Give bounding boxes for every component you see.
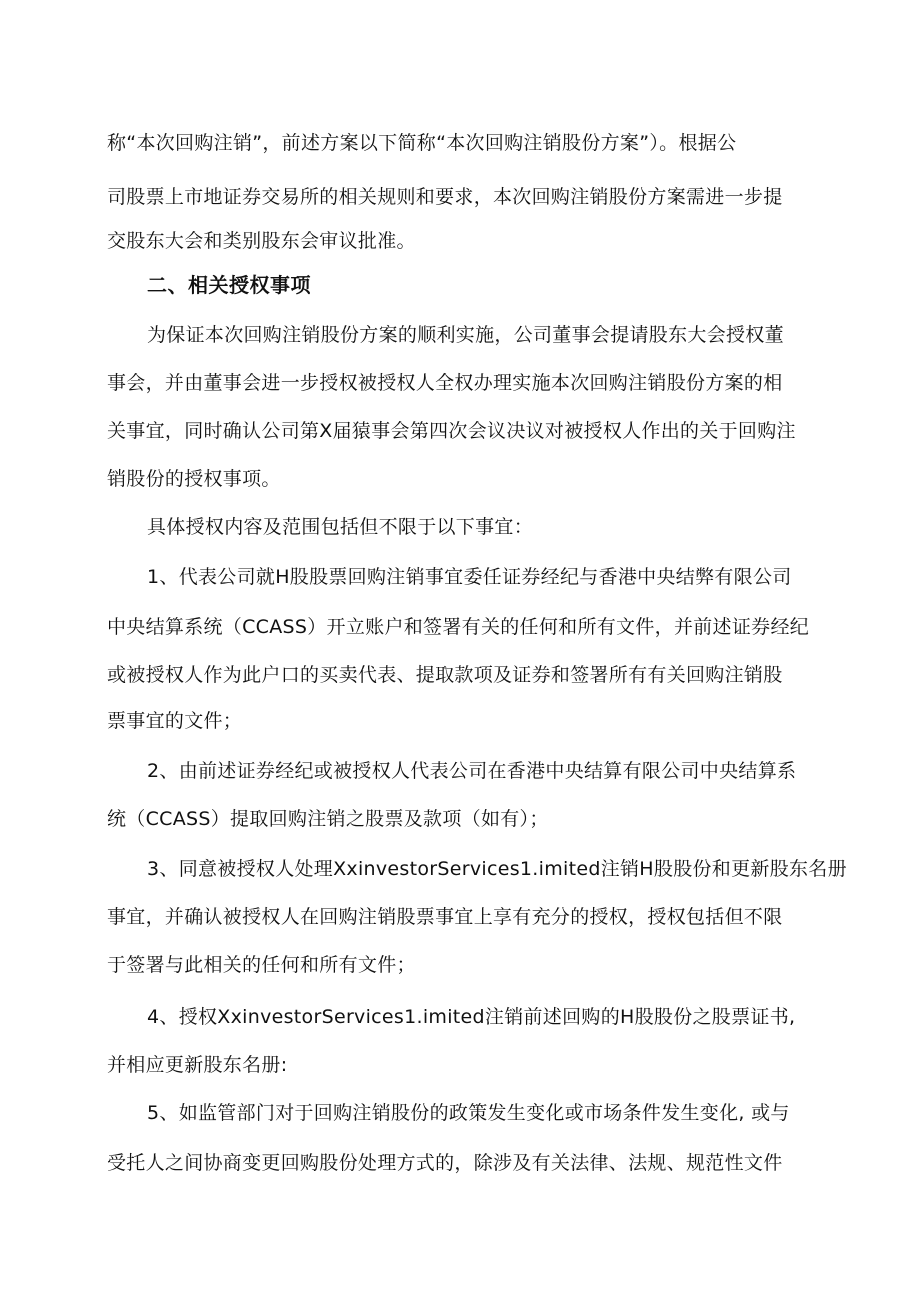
list-item-line: 于签署与此相关的任何和所有文件； [107, 954, 416, 976]
list-item-line: 1、代表公司就H股股票回购注销事宜委任证券经纪与香港中央结弊有限公司 [147, 566, 792, 588]
authorization-paragraph-line: 为保证本次回购注销股份方案的顺利实施，公司董事会提请股东大会授权董 [147, 324, 784, 346]
intro-line: 司股票上市地证券交易所的相关规则和要求，本次回购注销股份方案需进一步提 [107, 186, 783, 208]
list-item-line: 5、如监管部门对于回购注销股份的政策发生变化或市场条件发生变化, 或与 [147, 1102, 790, 1124]
intro-line: 交股东大会和类别股东会审议批准。 [107, 230, 416, 252]
list-item-line: 并相应更新股东名册: [107, 1054, 288, 1076]
list-item-line: 票事宜的文件； [107, 710, 243, 732]
authorization-paragraph-line: 事会，并由董事会进一步授权被授权人全权办理实施本次回购注销股份方案的相 [107, 372, 783, 394]
list-item-line: 2、由前述证券经纪或被授权人代表公司在香港中央结算有限公司中央结算系 [147, 760, 797, 782]
authorization-paragraph-line: 关事宜，同时确认公司第X届猿事会第四次会议决议对被授权人作出的关于回购注 [107, 420, 796, 442]
list-item-line: 事宜，并确认被授权人在回购注销股票事宜上享有充分的授权，授权包括但不限 [107, 906, 783, 928]
list-item-line: 统（CCASS）提取回购注销之股票及款项（如有）； [107, 808, 549, 830]
authorization-paragraph-line: 销股份的授权事项。 [107, 468, 281, 490]
list-item-line: 受托人之间协商变更回购股份处理方式的，除涉及有关法律、法规、规范性文件 [107, 1152, 783, 1174]
list-item-line: 中央结算系统（CCASS）开立账户和签署有关的任何和所有文件，并前述证券经纪 [107, 616, 810, 638]
scope-intro: 具体授权内容及范围包括但不限于以下事宜： [147, 516, 534, 538]
section-heading: 二、相关授权事项 [147, 273, 311, 297]
list-item-line: 3、同意被授权人处理XxinvestorServices1.imited注销H股股份和更新股东名册 [147, 858, 847, 880]
intro-line: 称“本次回购注销”，前述方案以下简称“本次回购注销股份方案”）。根据公 [107, 132, 737, 154]
list-item-line: 或被授权人作为此户口的买卖代表、提取款项及证券和签署所有有关回购注销股 [107, 664, 783, 686]
list-item-line: 4、授权XxinvestorServices1.imited注销前述回购的H股股份之股票证书, [147, 1006, 796, 1028]
